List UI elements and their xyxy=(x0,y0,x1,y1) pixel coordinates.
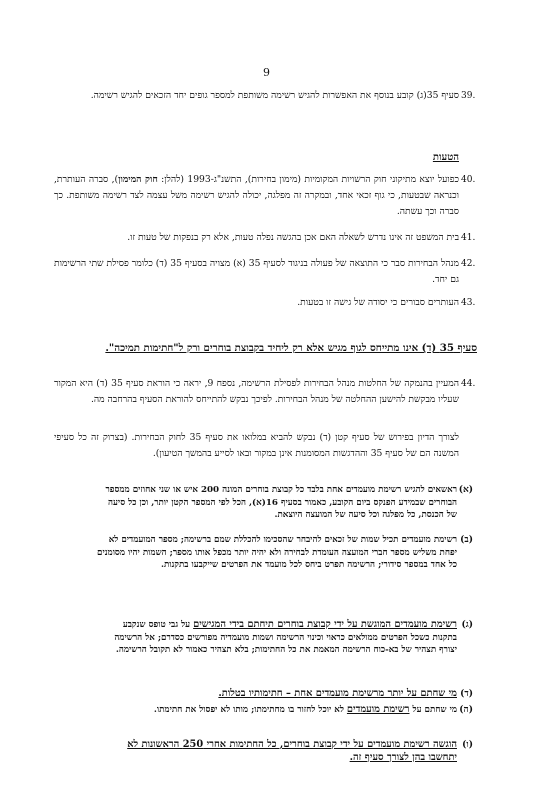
clause-underlined-text: מי שחתם על יותר מרשימת מועמדים אחת – חתימותיו בטלות. xyxy=(218,688,457,699)
paragraph-text: בית המשפט זה אינו נדרש לשאלה האם אכן בהגשה נפלה טעות, אלא רק בנפקות של טעות זו. xyxy=(127,232,459,243)
clause-underlined-text: הוגשה רשימת מועמדים על ידי קבוצת בוחרים, כל החתימות אחרי 250 הראשונות לא יתחשבו בהן לצורך סעיף זה. xyxy=(127,739,457,763)
paragraph-text: כפועל יוצא מתיקוני חוק הרשויות המקומיות (מימון בחירות), התשנ"ג-1993 (להלן: xyxy=(157,174,459,185)
clause-letter: (א) xyxy=(458,485,473,495)
paragraph-number: 44. xyxy=(461,379,476,389)
section-heading: הטעות xyxy=(432,152,459,163)
clause-text: על גבי טופס שנקבע בתקנות כשכל הפרטים ממולאים כראוי וכינוי הרשימה ושמות מועמדיה מפורשים כסדרם; אל הרשימה יצורף תצהיר של בא-כוח הרשימה המאמת את כל החתימות; בלא תצהיר כאמור לא תקובל הרשימה. xyxy=(114,620,457,656)
clause-underlined-text: רשימת מועמדים xyxy=(346,704,410,715)
paragraph-39 xyxy=(54,88,476,104)
paragraph-number: 41. xyxy=(461,233,476,243)
paragraph-43 xyxy=(54,295,476,311)
section-title: סעיף 35 (ד) אינו מתייחס לגוף מגיש אלא רק ליחיד בקבוצת בוחרים ורק ל"חתימות תמיכה". xyxy=(105,342,477,354)
clause-b xyxy=(97,534,473,572)
clause-letter: (ה) xyxy=(459,705,473,715)
clause-text: ראשאים להגיש רשימת מועמדים אחת בלבד כל קבוצת בוחרים המונה 200 איש או שני אחוזים ממספר הבוחרים שבמידע הפנקס ביום הקובע, כאמור בסעיף 16(א), הכל לפי המספר הקטן יותר, וכן כל סיעה של הכנסת, כל מפלגה וכל סיעה של המועצה היוצאת. xyxy=(105,485,457,521)
paragraph-number: 42. xyxy=(461,259,476,269)
paragraph-text: ), סברה העותרת, וכנראה שבטעות, כי גוף זכאי אחד, ובמקרה זה מפלגה, יכולה להגיש רשימה משל עצמה לצד רשימה משותפת. כך סברה וכך עשתה. xyxy=(54,174,459,217)
page-number: 9 xyxy=(263,66,270,79)
clause-d xyxy=(97,688,473,701)
clause-letter: (ו) xyxy=(462,740,473,750)
paragraph-40 xyxy=(54,172,476,220)
clause-letter: (ג) xyxy=(461,620,473,630)
clause-text: לא יוכל לחזור בו מחתימתו; מותו לא יפסול את חתימתו. xyxy=(153,705,347,715)
paragraph-number: 43. xyxy=(461,298,476,308)
clause-c xyxy=(97,619,473,657)
paragraph-text: מנהל הבחירות סבר כי התוצאה של פעולה בניגוד לסעיף 35 (א) מצויה בסעיף 35 (ד) כלומר פסילת שתי הרשימות גם יחד. xyxy=(54,258,459,285)
paragraph-44 xyxy=(54,376,476,408)
paragraph-text: המעיין בהנמקה של החלטות מנהל הבחירות לפסילת הרשימה, נספח 9, יראה כי הוראת סעיף 35 (ד) היא המקור שעליו מבקשת להישען ההחלטה של מנהל הבחירות. לפיכך נבקש להתייחס להוראת הסעיף בהרחבה מה. xyxy=(54,378,459,405)
clause-underlined-text: רשימת מועמדים המוגשת על ידי קבוצת בוחרים תיחתם בידי המגישים xyxy=(193,619,457,630)
clause-f xyxy=(97,739,473,764)
clause-a xyxy=(97,484,473,522)
paragraph-text: סעיף 35(ג) קובע בנוסף את האפשרות להגיש רשימה משותפת למספר גופים יחד הזכאים להגיש רשימה. xyxy=(90,90,459,101)
clause-text: רשימת מועמדים תכיל שמות של זכאים להיבחר שהסכימו להכללת שמם ברשימה; מספר המועמדים לא יפחת משליש מספר חברי המועצה העומדת לבחירה ולא יהיה יותר מכפל אותו מספר; השמות יהיו מסומנים כל אחד במספר סידורי; הרשימה תפרט ביחס לכל מועמד את הפרטים שייקבעו בתקנות. xyxy=(97,535,457,571)
paragraph-42 xyxy=(54,256,476,288)
paragraph-41 xyxy=(54,230,476,246)
paragraph-text: העותרים סבורים כי יסודה של גישה זו בטעות. xyxy=(297,297,459,308)
paragraph-text: לצורך הדיון בפירוש של סעיף קטן (ד) נבקש להביא במלואו את סעיף 35 לחוק הבחירות. (בצרוק זה כל סעיפי המשנה הם של סעיף 35 וההדגשות המסומנות אינן במקור ובאו לסייע בהמשך הטיעון). xyxy=(54,432,459,459)
paragraph-45 xyxy=(54,430,459,462)
clause-text: מי שחתם על xyxy=(409,705,457,715)
clause-e xyxy=(97,704,473,717)
paragraph-number: 40. xyxy=(461,175,476,185)
defined-term: חוק המימון xyxy=(118,174,158,185)
clause-letter: (ד) xyxy=(460,689,473,699)
clause-letter: (ב) xyxy=(460,535,473,545)
paragraph-number: 39. xyxy=(461,91,476,101)
